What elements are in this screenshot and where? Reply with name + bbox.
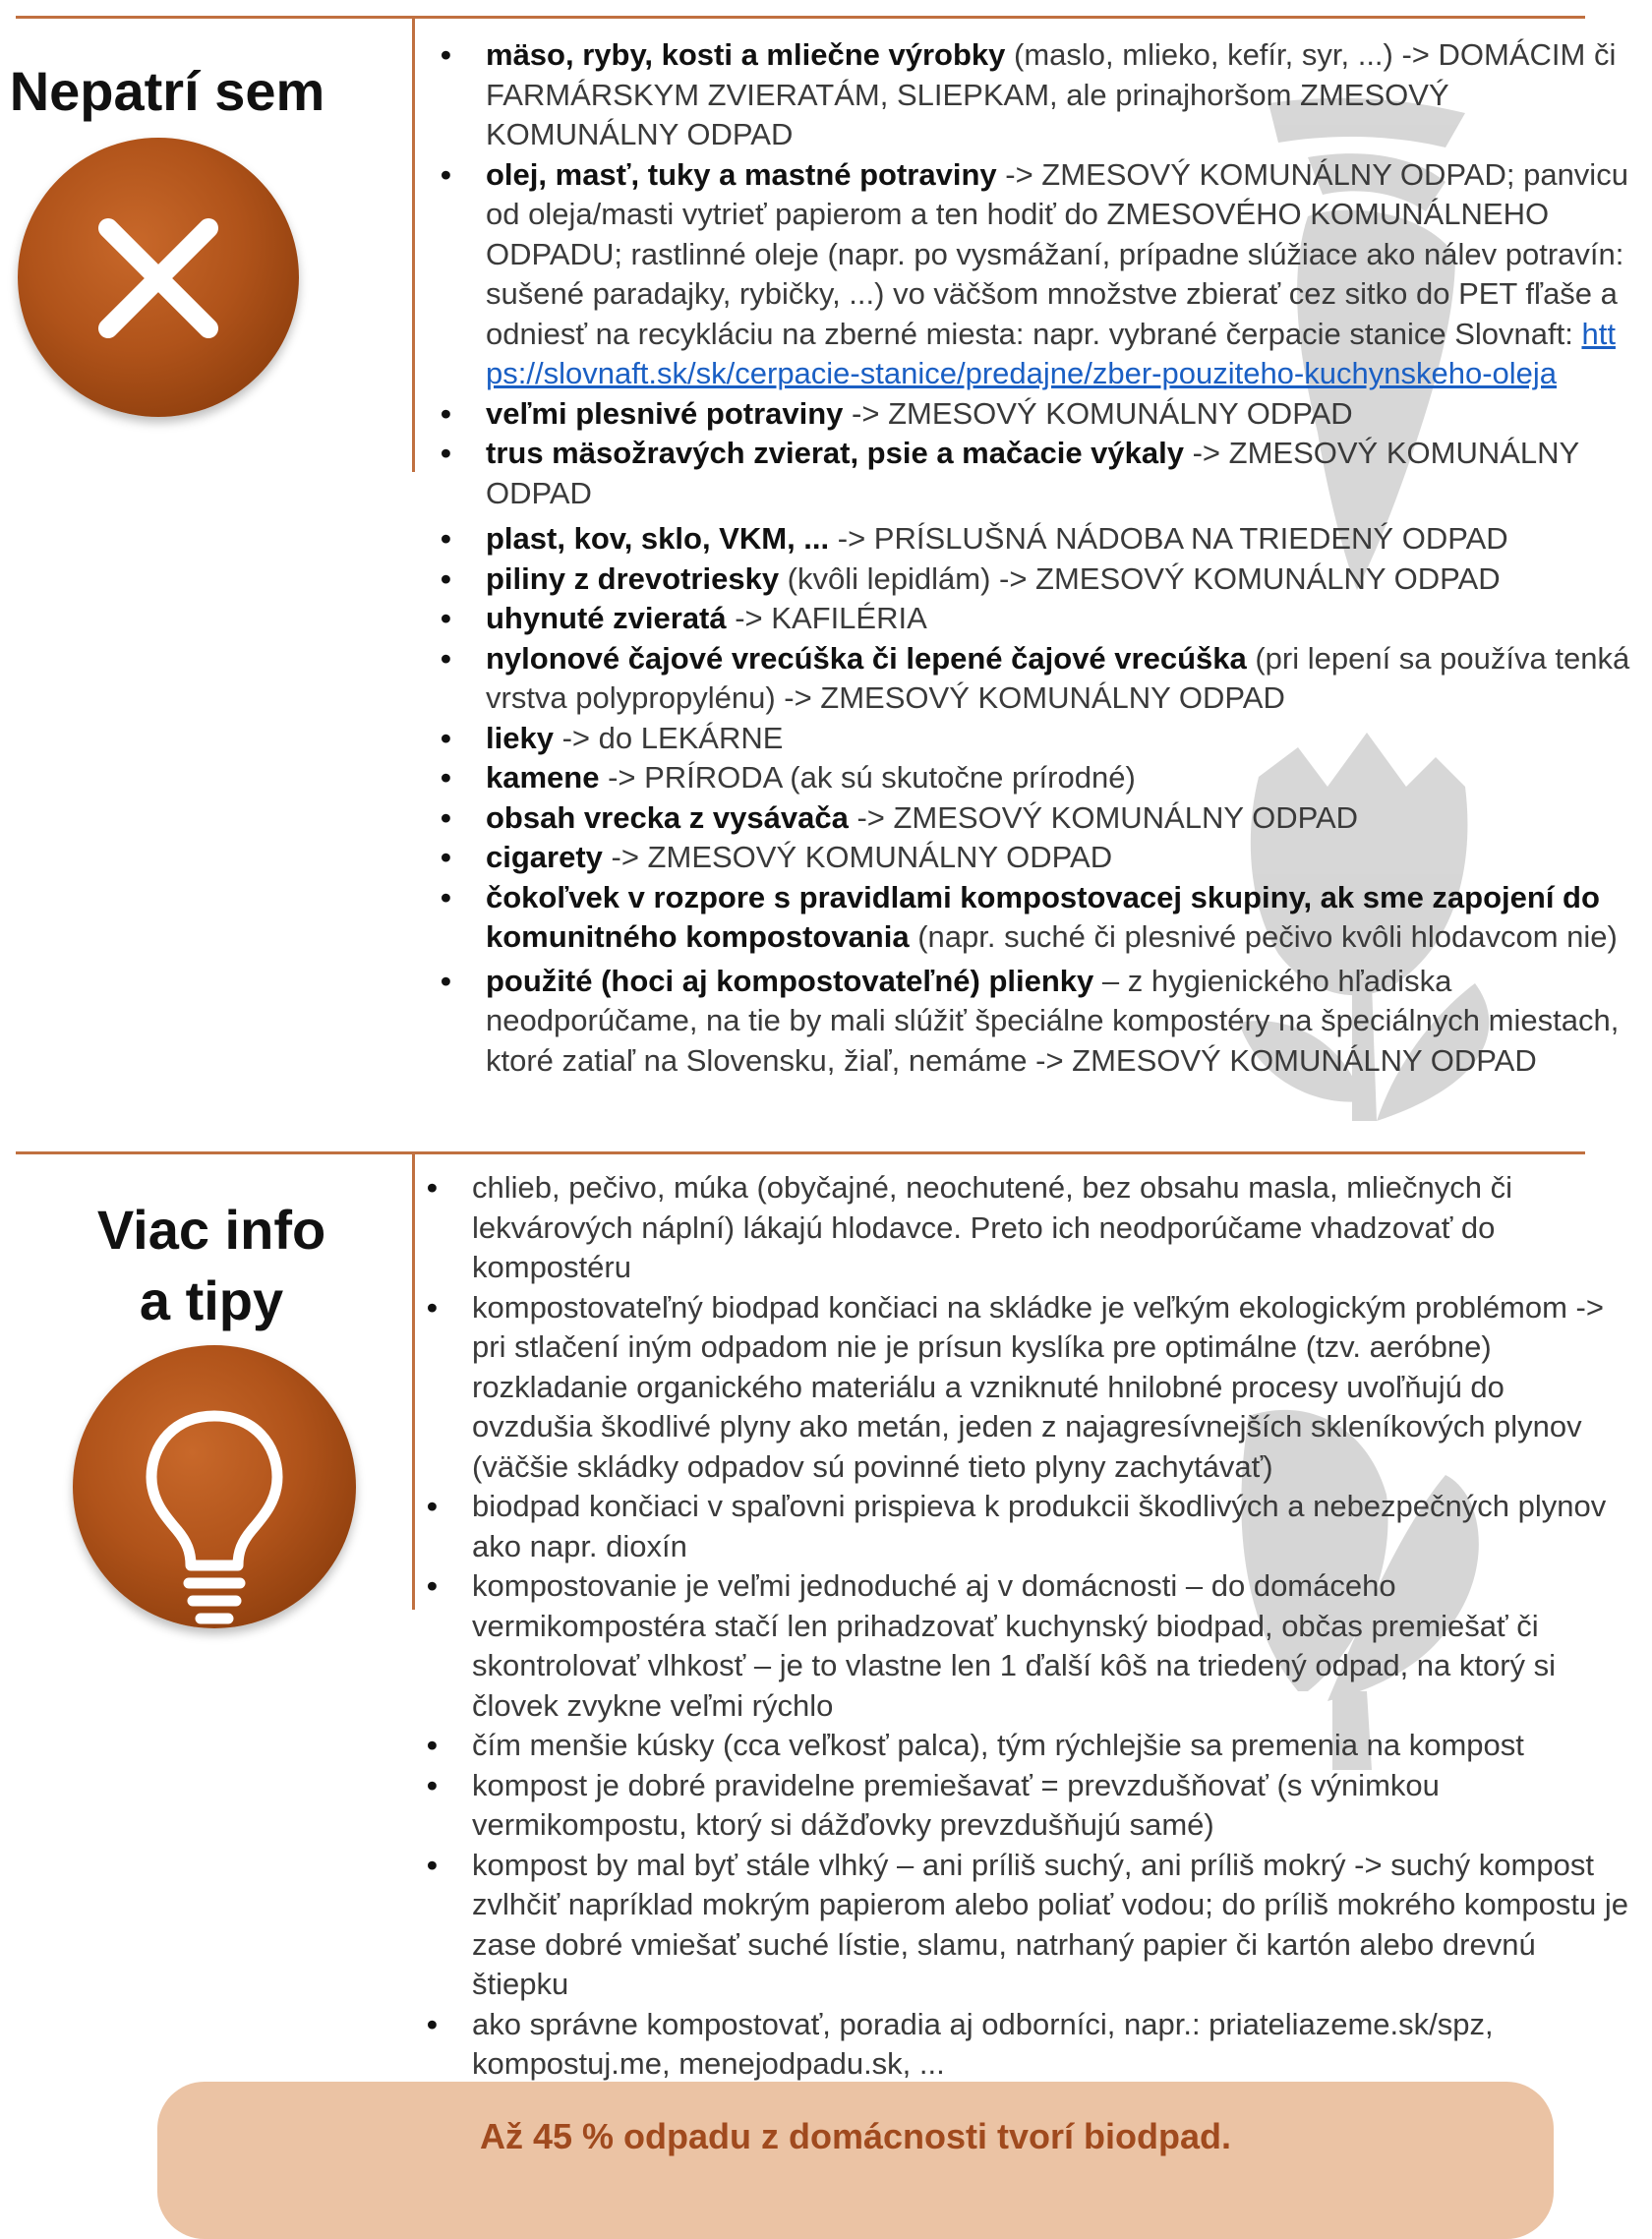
list-item: • chlieb, pečivo, múka (obyčajné, neochutené, bez obsahu masla, mliečnych či lekvárových náplní) lákajú hlodavce. Preto ich neodporúčame vhadzovať do kompostéru <box>427 1168 1632 1288</box>
list-item: • lieky -> do LEKÁRNE <box>441 719 1630 759</box>
list-item: • čokoľvek v rozpore s pravidlami kompostovacej skupiny, ak sme zapojení do komunitného kompostovania (napr. suché či plesnivé pečivo kvôli hlodavcom nie) <box>441 878 1630 958</box>
list-item: • mäso, ryby, kosti a mliečne výrobky (maslo, mlieko, kefír, syr, ...) -> DOMÁCIM či FARMÁRSKYM ZVIERATÁM, SLIEPKAM, ale prinajhoršom ZMESOVÝ KOMUNÁLNY ODPAD <box>441 35 1630 155</box>
list-item: • kompost by mal byť stále vlhký – ani príliš suchý, ani príliš mokrý -> suchý kompost zvlhčiť napríklad mokrým papierom alebo poliať vodou; do príliš mokrého kompostu je zase dobré vmiešať suché lístie, slamu, natrhaný papier či kartón alebo drevnú štiepku <box>427 1846 1632 2005</box>
section2-top-divider <box>16 1151 1585 1154</box>
list-item: • biodpad končiaci v spaľovni prispieva k produkcii škodlivých a nebezpečných plynov ako napr. dioxín <box>427 1487 1632 1566</box>
section1-list <box>441 35 1630 1081</box>
list-item: • obsah vrecka z vysávača -> ZMESOVÝ KOMUNÁLNY ODPAD <box>441 798 1630 839</box>
section2-heading-line2: a tipy <box>139 1269 284 1331</box>
slovnaft-link[interactable]: https://slovnaft.sk/sk/cerpacie-stanice/predajne/zber-pouziteho-kuchynskeho-oleja <box>486 316 1616 390</box>
list-item: • uhynuté zvieratá -> KAFILÉRIA <box>441 599 1630 639</box>
list-item: • veľmi plesnivé potraviny -> ZMESOVÝ KOMUNÁLNY ODPAD <box>441 394 1630 435</box>
section2-heading <box>59 1195 364 1336</box>
list-item: • piliny z drevotriesky (kvôli lepidlám) -> ZMESOVÝ KOMUNÁLNY ODPAD <box>441 560 1630 600</box>
section2-vertical-divider <box>412 1151 415 1610</box>
list-item: • kamene -> PRÍRODA (ak sú skutočne prírodné) <box>441 758 1630 798</box>
section1-heading: Nepatrí sem <box>9 60 325 122</box>
list-item: • kompost je dobré pravidelne premiešavať = prevzdušňovať (s výnimkou vermikompostu, ktorý si dážďovky prevzdušňujú samé) <box>427 1766 1632 1846</box>
close-x-icon <box>18 138 299 417</box>
footer-banner <box>157 2082 1554 2239</box>
list-item: • olej, masť, tuky a mastné potraviny -> ZMESOVÝ KOMUNÁLNY ODPAD; panvicu od oleja/masti vytrieť papierom a ten hodiť do ZMESOVÉHO KOMUNÁLNEHO ODPADU; rastlinné oleje (napr. po vysmážaní, prípadne slúžiace ako nálev potravín: sušené paradajky, rybičky, ...) vo väčšom množstve zbierať cez sitko do PET fľaše a odniesť na recykláciu na zberné miesta: napr. vybrané čerpacie stanice Slovnaft: https://slovnaft.sk/sk/cerpacie-stanice/predajne/zber-pouziteho-kuchynskeho-oleja <box>441 155 1630 394</box>
list-item: • kompostovanie je veľmi jednoduché aj v domácnosti – do domáceho vermikompostéra stačí len prihadzovať kuchynský biodpad, občas premiešať či skontrolovať vlhkosť – je to vlastne len 1 ďalší kôš na triedený odpad, na ktorý si človek zvykne veľmi rýchlo <box>427 1566 1632 1726</box>
list-item: • použité (hoci aj kompostovateľné) plienky – z hygienického hľadiska neodporúčame, na tie by mali slúžiť špeciálne kompostéry na špeciálnych miestach, ktoré zatiaľ na Slovensku, žiaľ, nemáme -> ZMESOVÝ KOMUNÁLNY ODPAD <box>441 962 1630 1082</box>
section1-top-divider <box>16 16 1585 19</box>
list-item: • trus mäsožravých zvierat, psie a mačacie výkaly -> ZMESOVÝ KOMUNÁLNY ODPAD <box>441 434 1630 513</box>
section1-badge <box>18 138 299 417</box>
section1-vertical-divider <box>412 16 415 472</box>
list-item: • ako správne kompostovať, poradia aj odborníci, napr.: priateliazeme.sk/spz, kompostuj.me, menejodpadu.sk, ... <box>427 2005 1632 2085</box>
list-item: • nylonové čajové vrecúška či lepené čajové vrecúška (pri lepení sa používa tenká vrstva polypropylénu) -> ZMESOVÝ KOMUNÁLNY ODPAD <box>441 639 1630 719</box>
list-item: • plast, kov, sklo, VKM, ... -> PRÍSLUŠNÁ NÁDOBA NA TRIEDENÝ ODPAD <box>441 519 1630 560</box>
section2-list <box>427 1168 1632 2085</box>
list-item: • kompostovateľný biodpad končiaci na skládke je veľkým ekologickým problémom -> pri stlačení iným odpadom nie je prísun kyslíka pre optimálne (tzv. aeróbne) rozkladanie organického materiálu a vzniknuté hnilobné procesy uvoľňujú do ovzdušia škodlivé plyny ako metán, jeden z najagresívnejších skleníkových plynov (väčšie skládky odpadov sú povinné tieto plyny zachytávať) <box>427 1288 1632 1488</box>
section2-heading-line1: Viac info <box>96 1199 326 1261</box>
list-item: • čím menšie kúsky (cca veľkosť palca), tým rýchlejšie sa premenia na kompost <box>427 1726 1632 1766</box>
section2-badge <box>73 1345 356 1628</box>
footer-text: Až 45 % odpadu z domácnosti tvorí biodpad. <box>479 2116 1232 2156</box>
list-item: • cigarety -> ZMESOVÝ KOMUNÁLNY ODPAD <box>441 838 1630 878</box>
lightbulb-icon <box>73 1345 356 1628</box>
